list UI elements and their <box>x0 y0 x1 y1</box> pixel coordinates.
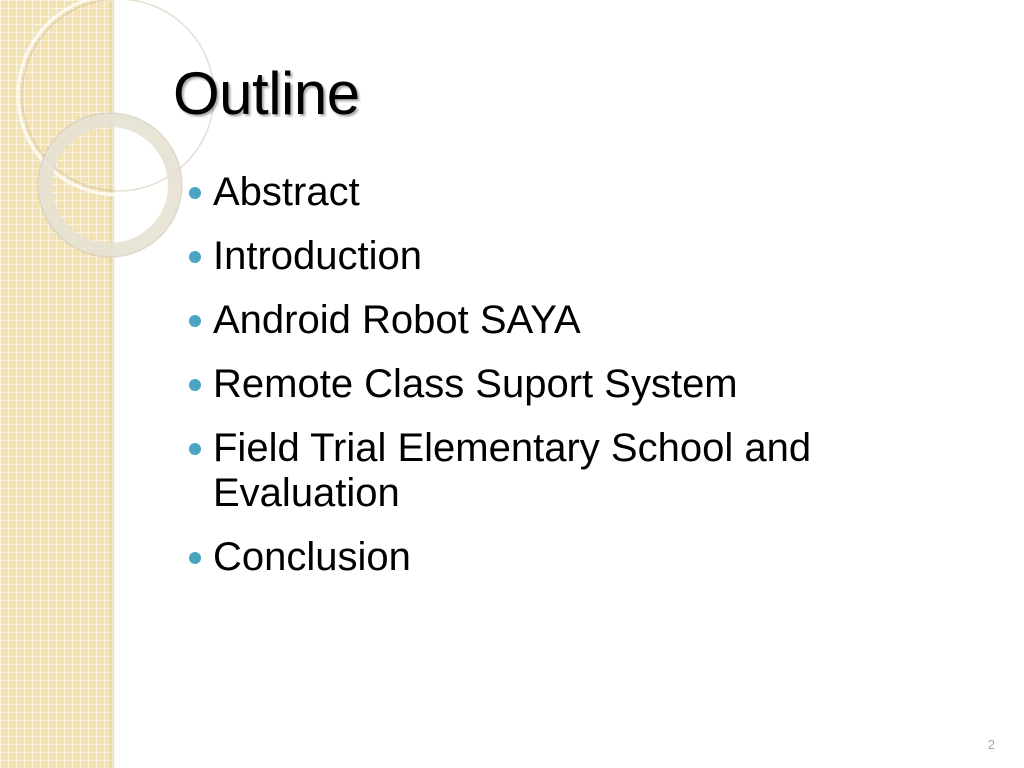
bullet-dot-icon <box>189 379 201 391</box>
decorative-rings-icon <box>0 0 180 300</box>
bullet-item-abstract <box>185 170 945 215</box>
bullet-item-conclusion <box>185 535 945 580</box>
bullet-list <box>185 170 945 599</box>
bullet-label: Field Trial Elementary School and Evaluation <box>213 426 812 515</box>
bullet-dot-icon <box>189 552 201 564</box>
bullet-label: Conclusion <box>213 535 411 579</box>
bullet-label: Introduction <box>213 234 423 278</box>
bullet-item-introduction <box>185 234 945 279</box>
bullet-label: Android Robot SAYA <box>213 298 581 342</box>
bullet-dot-icon <box>189 251 201 263</box>
bullet-item-remote-class-support-system <box>185 362 945 407</box>
slide-title: Outline <box>173 60 360 127</box>
bullet-item-field-trial <box>185 426 945 516</box>
page-number: 2 <box>987 737 995 752</box>
bullet-item-android-robot-saya <box>185 298 945 343</box>
bullet-dot-icon <box>189 187 201 199</box>
bullet-label: Abstract <box>213 170 360 214</box>
bullet-label: Remote Class Suport System <box>213 362 738 406</box>
bullet-dot-icon <box>189 443 201 455</box>
bullet-dot-icon <box>189 315 201 327</box>
